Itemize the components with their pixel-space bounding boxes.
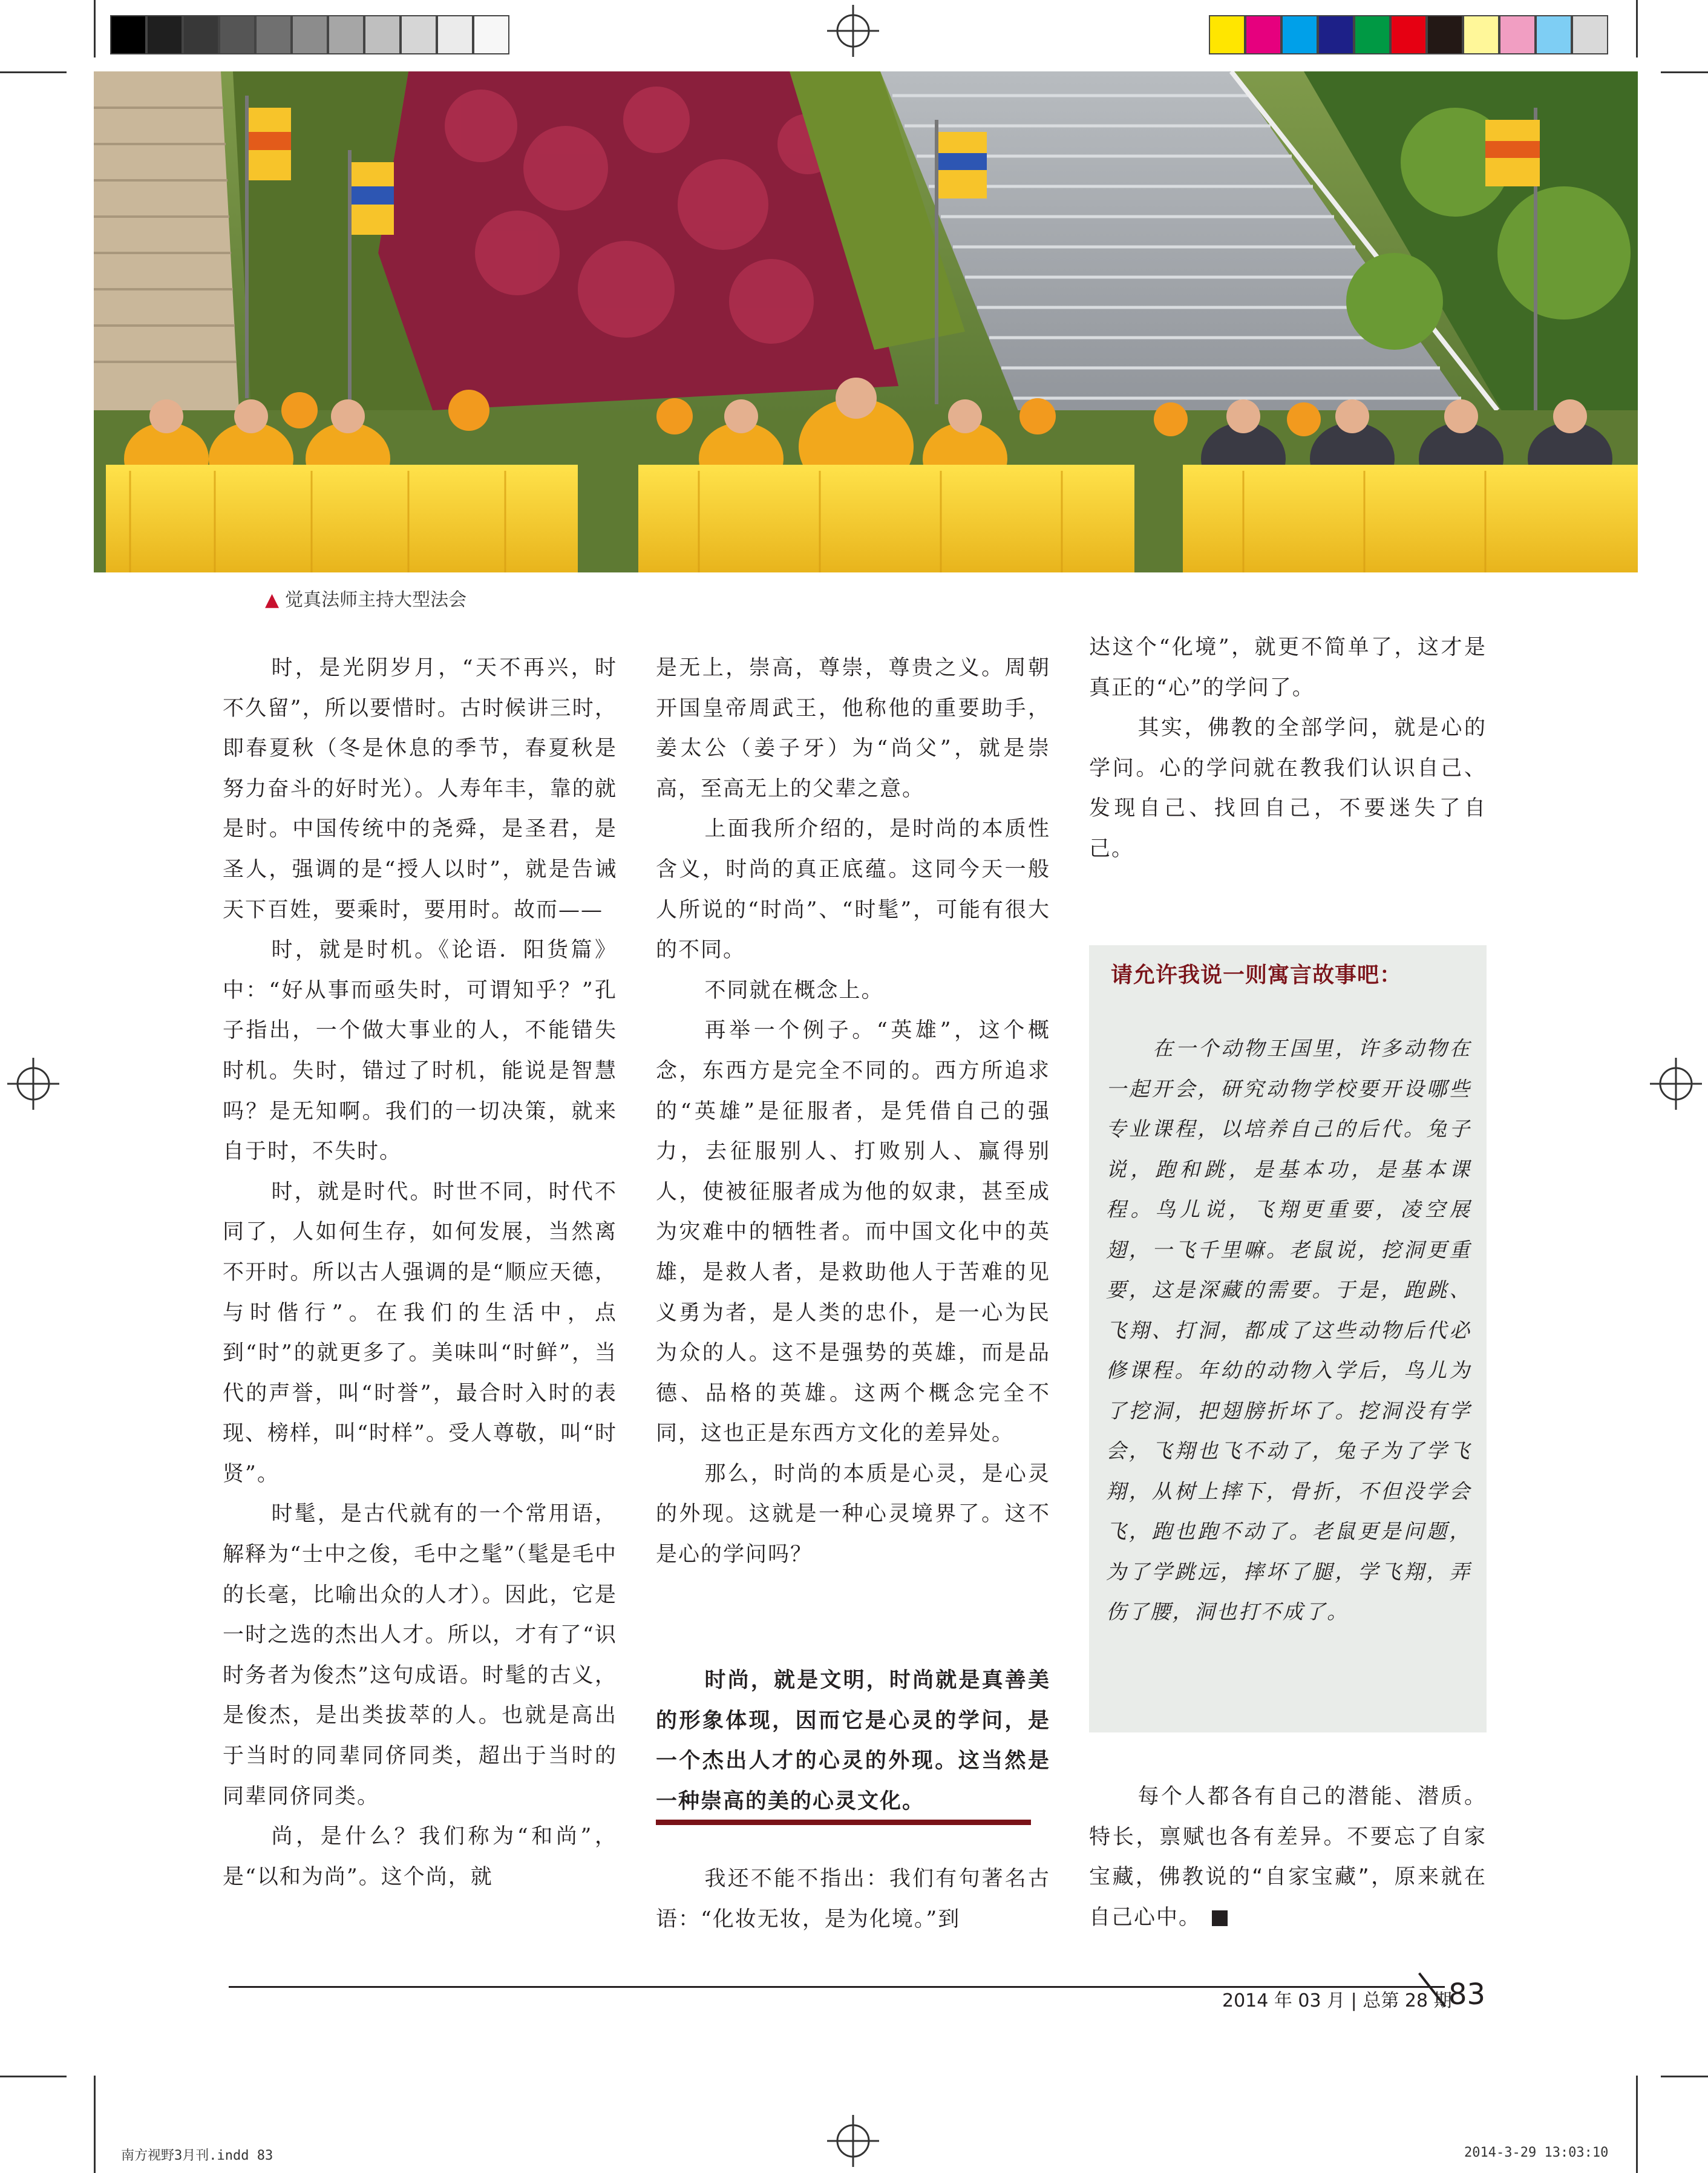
slug-timestamp: 2014-3-29 13:03:10 bbox=[1464, 2145, 1609, 2160]
paragraph: 时，是光阴岁月，“天不再兴，时不久留”，所以要惜时。古时候讲三时，即春夏秋（冬是休息的季节，春夏秋是努力奋斗的好时光）。人寿年丰，靠的就是时。中国传统中的尧舜，是圣君，是圣人，强调的是“授人以时”，就是告诫天下百姓，要乘时，要用时。故而—— bbox=[223, 656, 617, 922]
article-column-2-continued bbox=[656, 1859, 1050, 1939]
paragraph: 上面我所介绍的，是时尚的本质性含义，时尚的真正底蕴。这同今天一般人所说的“时尚”、“时髦”，可能有很大的不同。 bbox=[656, 817, 1050, 963]
crop-mark bbox=[94, 2076, 96, 2173]
article-column-3 bbox=[1089, 628, 1487, 870]
pull-quote bbox=[656, 1660, 1050, 1821]
color-swatch bbox=[1281, 15, 1318, 54]
color-swatch bbox=[1463, 15, 1499, 54]
color-swatch bbox=[219, 15, 255, 54]
crop-mark bbox=[1636, 0, 1638, 57]
cmyk-color-bar bbox=[1209, 15, 1608, 54]
fable-text bbox=[1106, 1029, 1471, 1633]
color-swatch bbox=[183, 15, 219, 54]
pull-quote-rule bbox=[656, 1820, 1031, 1825]
registration-mark-icon bbox=[827, 5, 879, 57]
issue-date: 2014 年 03 月 bbox=[1222, 1990, 1346, 2011]
paragraph: 尚，是什么？我们称为“和尚”，是“以和为尚”。这个尚，就 bbox=[223, 1824, 617, 1889]
crop-mark bbox=[1661, 71, 1708, 73]
slug-filename: 南方视野3月刊.indd 83 bbox=[121, 2148, 273, 2163]
photo-caption bbox=[265, 585, 466, 611]
caption-triangle-icon: ▲ bbox=[265, 589, 280, 611]
caption-text: 觉真法师主持大型法会 bbox=[285, 589, 467, 611]
color-swatch bbox=[255, 15, 292, 54]
crop-mark bbox=[0, 71, 67, 73]
color-swatch bbox=[1318, 15, 1354, 54]
end-mark-icon: V bbox=[1212, 1910, 1228, 1926]
paragraph: 时，就是时代。时世不同，时代不同了，人如何生存，如何发展，当然离不开时。所以古人强调的是“顺应天德，与时偕行”。在我们的生活中，点到“时”的就更多了。美味叫“时鲜”，当代的声誉，叫“时誉”，最合时入时的表现、榜样，叫“时样”。受人尊敬，叫“时贤”。 bbox=[223, 1179, 617, 1486]
color-swatch bbox=[1245, 15, 1281, 54]
crop-mark bbox=[1636, 2076, 1638, 2173]
color-swatch bbox=[473, 15, 509, 54]
article-column-2 bbox=[656, 648, 1050, 1575]
article-column-1 bbox=[223, 648, 617, 1897]
color-swatch bbox=[1536, 15, 1572, 54]
paragraph: 达这个“化境”，就更不简单了，这才是真正的“心”的学问了。 bbox=[1089, 635, 1487, 700]
paragraph: 那么，时尚的本质是心灵，是心灵的外现。这就是一种心灵境界了。这不是心的学问吗？ bbox=[656, 1461, 1050, 1567]
color-swatch bbox=[292, 15, 328, 54]
color-swatch bbox=[328, 15, 364, 54]
paragraph: 时髦，是古代就有的一个常用语，解释为“士中之俊，毛中之髦”（髦是毛中的长毫，比喻出众的人才）。因此，它是一时之选的杰出人才。所以，才有了“识时务者为俊杰”这句成语。时髦的古义，是俊杰，是出类拔萃的人。也就是高出于当时的同辈同侪同类，超出于当时的同辈同侪同类。 bbox=[223, 1502, 617, 1809]
paragraph: 我还不能不指出：我们有句著名古语：“化妆无妆，是为化境。”到 bbox=[656, 1867, 1050, 1932]
color-swatch bbox=[110, 15, 146, 54]
color-swatch bbox=[1390, 15, 1427, 54]
registration-mark-icon bbox=[827, 2115, 879, 2167]
ceremony-photo bbox=[94, 71, 1638, 572]
issue-separator: | bbox=[1345, 1990, 1363, 2011]
pull-quote-text: 时尚，就是文明，时尚就是真善美的形象体现，因而它是心灵的学问，是一个杰出人才的心灵的外现。这当然是一种崇高的美的心灵文化。 bbox=[656, 1668, 1050, 1814]
registration-mark-icon bbox=[1650, 1058, 1702, 1110]
color-swatch bbox=[146, 15, 183, 54]
color-swatch bbox=[437, 15, 473, 54]
paragraph: 是无上，崇高，尊崇，尊贵之义。周朝开国皇帝周武王，他称他的重要助手，姜太公（姜子牙）为“尚父”，就是崇高，至高无上的父辈之意。 bbox=[656, 656, 1050, 801]
issue-info bbox=[1222, 1985, 1452, 2012]
paragraph: 再举一个例子。“英雄”，这个概念，东西方是完全不同的。西方所追求的“英雄”是征服者，是凭借自己的强力，去征服别人、打败别人、赢得别人，使被征服者成为他的奴隶，甚至成为灾难中的牺牲者。而中国文化中的英雄，是救人者，是救助他人于苦难的见义勇为者，是人类的忠仆，是一心为民为众的人。这不是强势的英雄，而是品德、品格的英雄。这两个概念完全不同，这也正是东西方文化的差异处。 bbox=[656, 1018, 1050, 1446]
crop-mark bbox=[94, 0, 96, 57]
paragraph: 时，就是时机。《论语．阳货篇》中：“好从事而亟失时，可谓知乎？”孔子指出，一个做大事业的人，不能错失时机。失时，错过了时机，能说是智慧吗？是无知啊。我们的一切决策，就来自于时，不失时。 bbox=[223, 938, 617, 1164]
closing-text: 每个人都各有自己的潜能、潜质。特长，禀赋也各有差异。不要忘了自家宝藏，佛教说的“自家宝藏”，原来就在自己心中。 bbox=[1089, 1785, 1487, 1930]
color-swatch bbox=[401, 15, 437, 54]
color-swatch bbox=[1499, 15, 1536, 54]
color-swatch bbox=[364, 15, 401, 54]
issue-total: 总第 28 期 bbox=[1363, 1990, 1452, 2011]
registration-mark-icon bbox=[7, 1058, 59, 1110]
paragraph: 不同就在概念上。 bbox=[704, 978, 884, 1003]
color-swatch bbox=[1354, 15, 1390, 54]
color-swatch bbox=[1209, 15, 1245, 54]
color-swatch bbox=[1572, 15, 1608, 54]
page-number: 83 bbox=[1448, 1978, 1486, 2011]
paragraph: 其实，佛教的全部学问，就是心的学问。心的学问就在教我们认识自己、发现自己、找回自己，不要迷失了自己。 bbox=[1089, 716, 1487, 861]
crop-mark bbox=[1661, 2076, 1708, 2077]
grayscale-color-bar bbox=[110, 15, 509, 54]
color-swatch bbox=[1427, 15, 1463, 54]
fable-paragraph: 在一个动物王国里，许多动物在一起开会，研究动物学校要开设哪些专业课程，以培养自己的后代。兔子说，跑和跳，是基本功，是基本课程。鸟儿说，飞翔更重要，凌空展翅，一飞千里嘛。老鼠说，挖洞更重要，这是深藏的需要。于是，跑跳、飞翔、打洞，都成了这些动物后代必修课程。年幼的动物入学后，鸟儿为了挖洞，把翅膀折坏了。挖洞没有学会，飞翔也飞不动了，兔子为了学飞翔，从树上摔下，骨折，不但没学会飞，跑也跑不动了。老鼠更是问题，为了学跳远，摔坏了腿，学飞翔，弄伤了腰，洞也打不成了。 bbox=[1106, 1037, 1471, 1624]
crop-mark bbox=[0, 2076, 67, 2077]
fable-title: 请允许我说一则寓言故事吧： bbox=[1111, 963, 1402, 988]
closing-paragraph bbox=[1089, 1777, 1487, 1938]
